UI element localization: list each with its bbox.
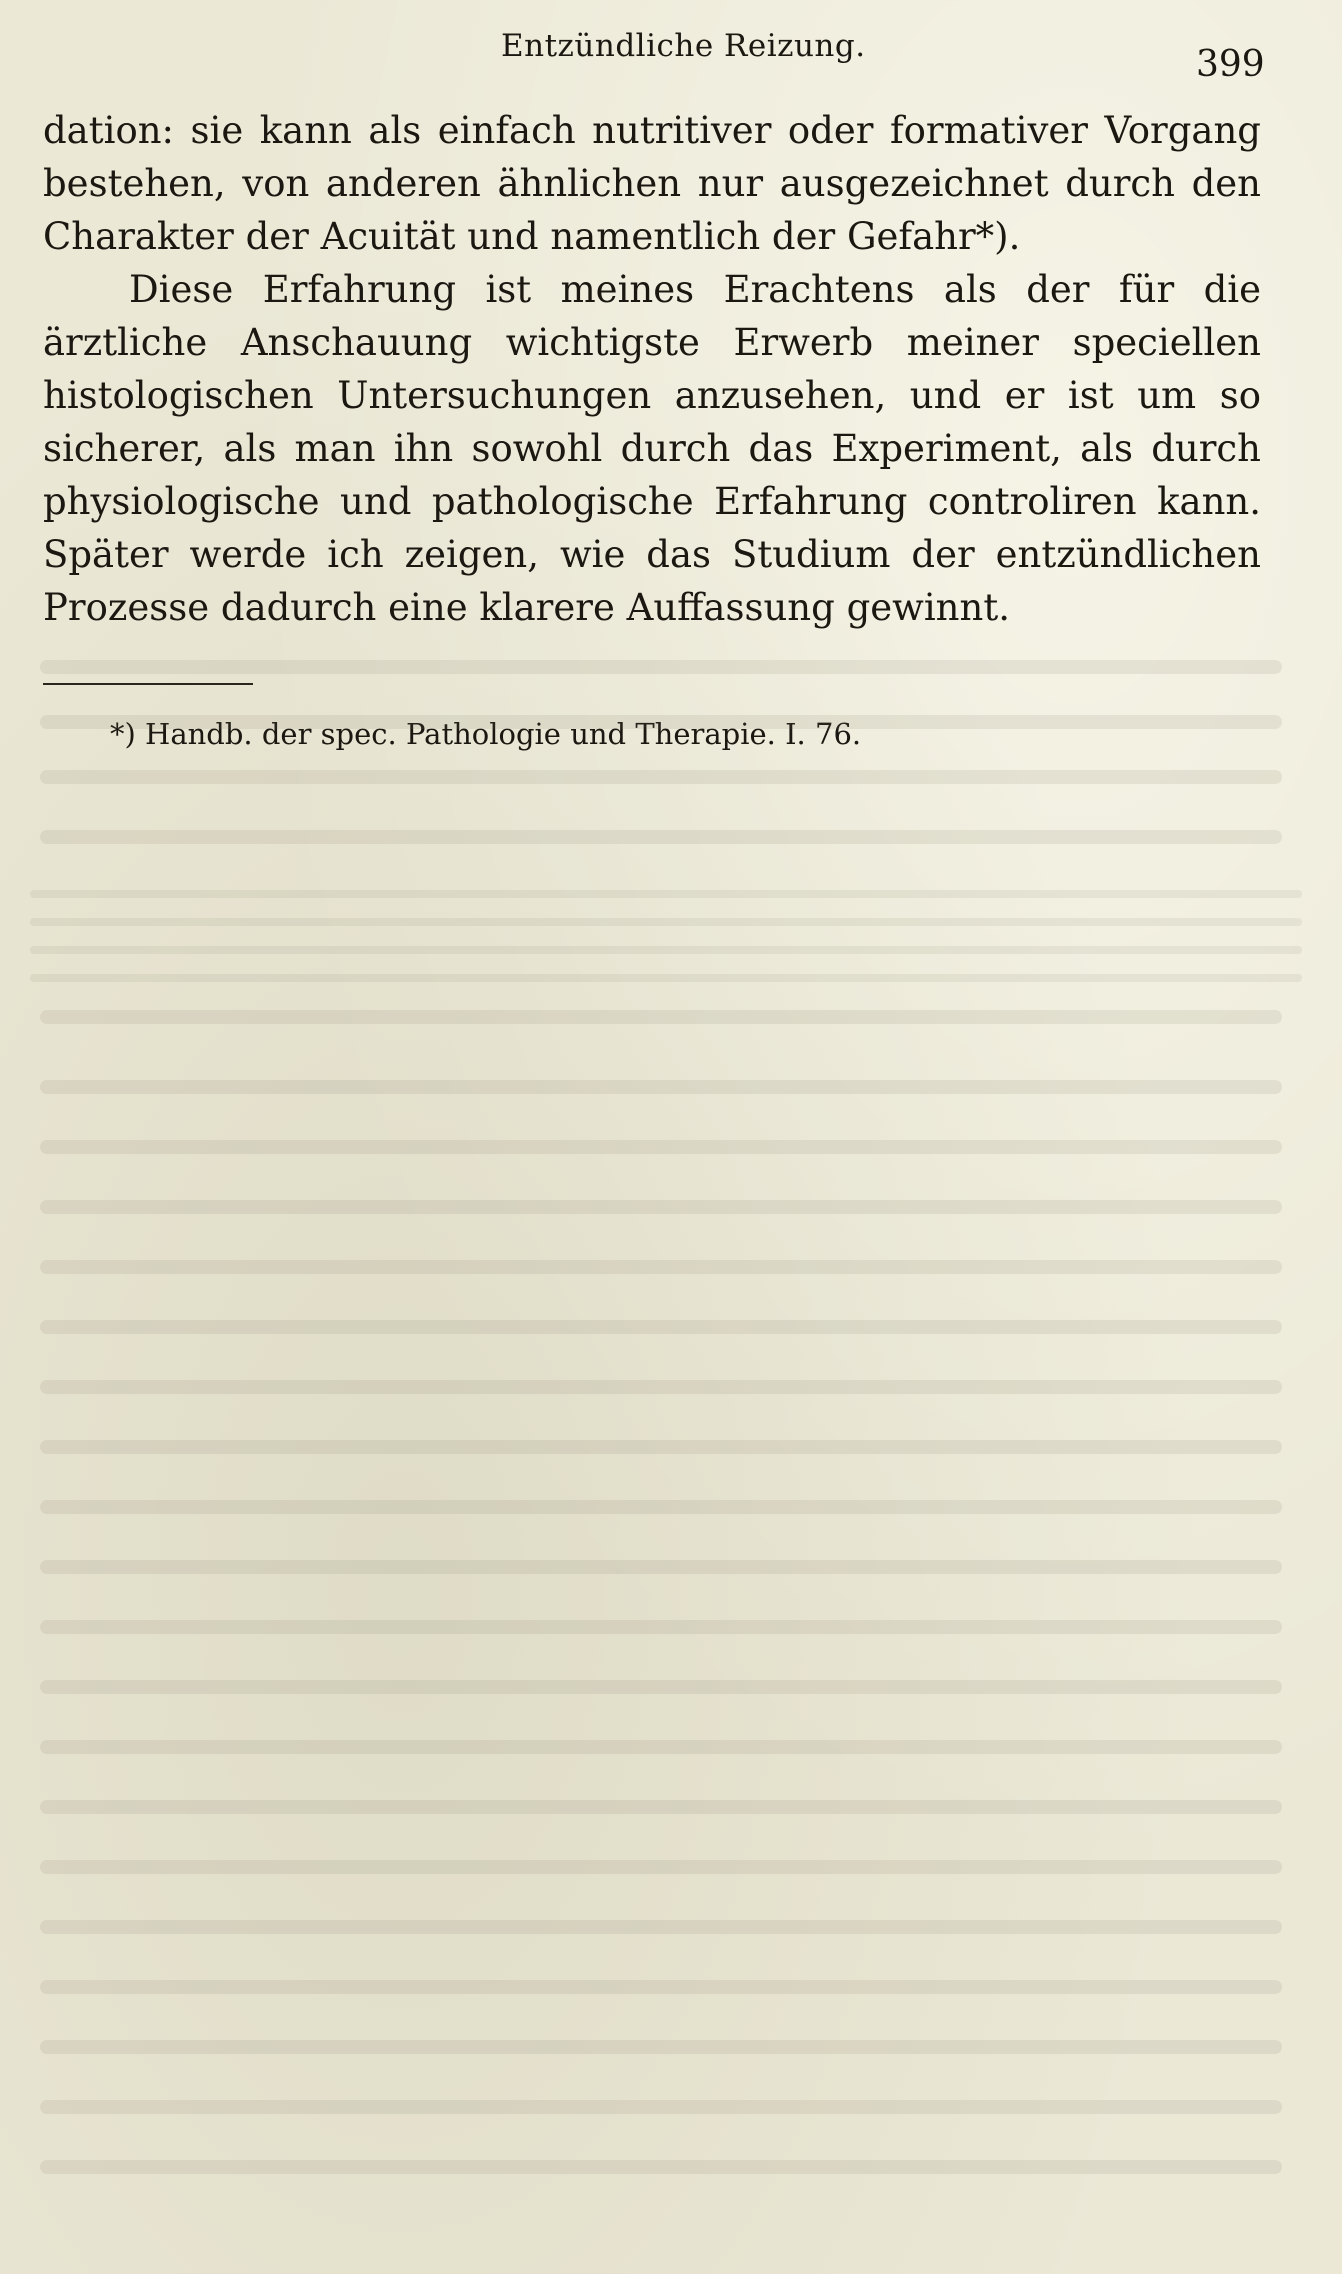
ghost-line: [40, 660, 1282, 674]
ghost-line: [30, 890, 1302, 898]
ghost-line: [30, 918, 1302, 926]
footnote-divider: [43, 683, 253, 685]
ghost-line: [40, 1740, 1282, 1754]
show-through-texture: [0, 540, 1342, 2274]
ghost-line: [40, 1260, 1282, 1274]
ghost-line: [30, 946, 1302, 954]
ghost-line: [40, 1620, 1282, 1634]
ghost-line: [40, 830, 1282, 844]
ghost-line: [40, 1010, 1282, 1024]
ghost-line: [40, 2040, 1282, 2054]
footnote: *) Handb. der spec. Pathologie und Therapie. I. 76.: [110, 717, 862, 751]
ghost-line: [40, 1200, 1282, 1214]
ghost-line: [40, 1920, 1282, 1934]
ghost-line: [30, 974, 1302, 982]
ghost-line: [40, 1560, 1282, 1574]
ghost-line: [40, 1680, 1282, 1694]
ghost-line: [40, 1800, 1282, 1814]
ghost-line: [40, 1320, 1282, 1334]
page-number: 399: [1196, 44, 1265, 85]
ghost-line: [40, 1980, 1282, 1994]
ghost-line: [40, 1140, 1282, 1154]
ghost-line: [40, 770, 1282, 784]
ghost-line: [40, 2100, 1282, 2114]
ghost-line: [40, 2160, 1282, 2174]
ghost-line: [40, 1860, 1282, 1874]
ghost-line: [40, 1380, 1282, 1394]
running-head: Entzündliche Reizung.: [501, 28, 866, 64]
paragraph-2: Diese Erfahrung ist meines Erachtens als der für die ärztliche Anschauung wichtigste Erwerb meiner speciellen histologischen Untersuchungen anzusehen, und er ist um so sicherer, als man ihn sowohl durch das Experiment, als durch physiologische und pathologische Erfahrung controliren kann. Später werde ich zeigen, wie das Studium der entzündlichen Prozesse dadurch eine klarere Auffassung gewinnt.: [43, 268, 1261, 629]
paragraph-1: dation: sie kann als einfach nutritiver oder formativer Vorgang bestehen, von anderen ähnlichen nur ausgezeichnet durch den Charakter der Acuität und namentlich der Gefahr*).: [43, 109, 1261, 258]
ghost-line: [40, 1440, 1282, 1454]
main-text: [43, 104, 1261, 634]
ghost-line: [40, 1080, 1282, 1094]
ghost-line: [40, 1500, 1282, 1514]
